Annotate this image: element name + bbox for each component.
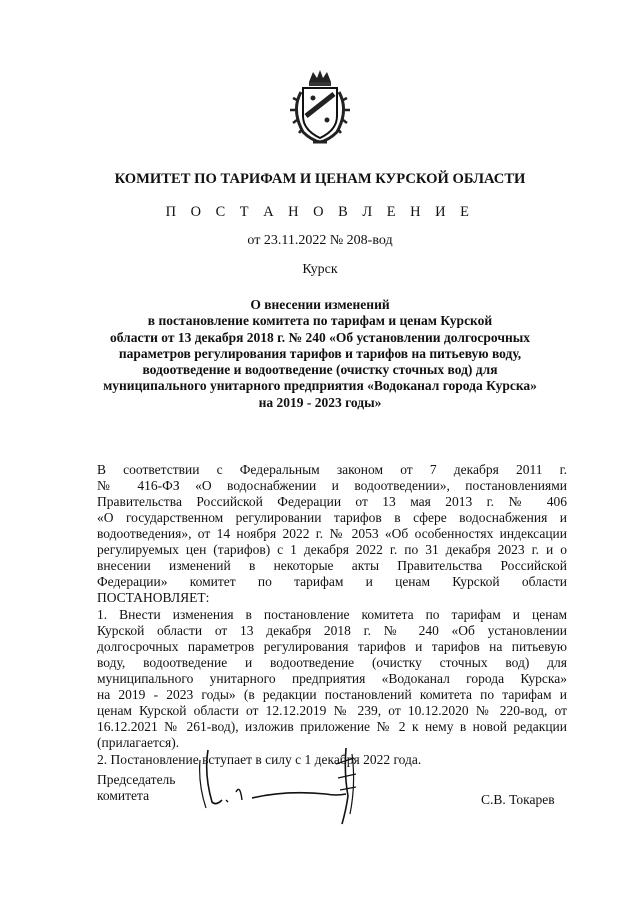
subject-line: водоотведение и водоотведение (очистку сточных вод) для (142, 362, 498, 378)
item1-line: ценам Курской области от 12.12.2019 № 239, от 10.12.2020 № 220-вод, от (97, 703, 567, 718)
body-line: регулируемых цен (тарифов) с 1 декабря 2022 г. по 31 декабря 2023 г. и о (97, 542, 567, 557)
signatory-name: С.В. Токарев (481, 792, 555, 807)
subject-line: в постановление комитета по тарифам и ценам Курской (147, 313, 493, 329)
signatory-title (97, 772, 175, 804)
subject-line: параметров регулирования тарифов и тарифов на питьевую воду, (118, 345, 522, 361)
item1-line: 1. Внести изменения в постановление комитета по тарифам и ценам (97, 607, 567, 622)
body-line: Федерации» комитет по тарифам и ценам Курской области (97, 574, 567, 589)
body-line: водоотведения», от 14 ноября 2022 г. № 2053 «Об особенностях индексации (97, 526, 567, 541)
subject-heading (60, 297, 580, 411)
date-number: от 23.11.2022 № 208-вод (247, 233, 393, 248)
item1-line: 16.12.2021 № 261-вод), изложив приложение № 2 к нему в новой редакции (97, 719, 567, 734)
body-line: Правительства Российской Федерации от 13 мая 2013 г. № 406 (97, 494, 567, 509)
subject-line: области от 13 декабря 2018 г. № 240 «Об установлении долгосрочных (109, 329, 531, 345)
handwritten-signature-icon (196, 744, 376, 834)
subject-line: на 2019 - 2023 годы» (258, 394, 382, 410)
committee-title: КОМИТЕТ ПО ТАРИФАМ И ЦЕНАМ КУРСКОЙ ОБЛАСТИ (114, 171, 526, 187)
subject-line: О внесении изменений (250, 297, 390, 312)
item1-line: муниципального унитарного предприятия «Водоканал города Курска» (97, 671, 567, 686)
item2-line: 2. Постановление вступает в силу с 1 декабря 2022 года. (97, 752, 422, 767)
coat-of-arms-icon (287, 68, 353, 146)
city: Курск (302, 262, 338, 277)
signatory-title-line: комитета (97, 788, 150, 803)
item1-line: (прилагается). (97, 735, 180, 750)
body-line: внесении изменений в некоторые акты Правительства Российской (97, 558, 567, 573)
item1-line: долгосрочных параметров регулирования тарифов и тарифов на питьевую (97, 639, 567, 654)
item1-line: Курской области от 13 декабря 2018 г. № 240 «Об установлении (97, 623, 567, 638)
item1-line: воду, водоотведение и водоотведение (очистку сточных вод) для (97, 655, 567, 670)
body-line: № 416-ФЗ «О водоснабжении и водоотведении», постановлениями (97, 478, 567, 493)
subject-line: муниципального унитарного предприятия «Водоканал города Курска» (103, 378, 537, 394)
document-type: П О С Т А Н О В Л Е Н И Е (165, 204, 475, 220)
body-line: «О государственном регулировании тарифов в сфере водоснабжения и (97, 510, 567, 525)
item1-line: на 2019 - 2023 годы» (в редакции постановлений комитета по тарифам и (97, 687, 567, 702)
body-line: ПОСТАНОВЛЯЕТ: (97, 590, 210, 605)
body-line: В соответствии с Федеральным законом от 7 декабря 2011 г. (97, 462, 567, 477)
signatory-title-line: Председатель (97, 772, 176, 787)
